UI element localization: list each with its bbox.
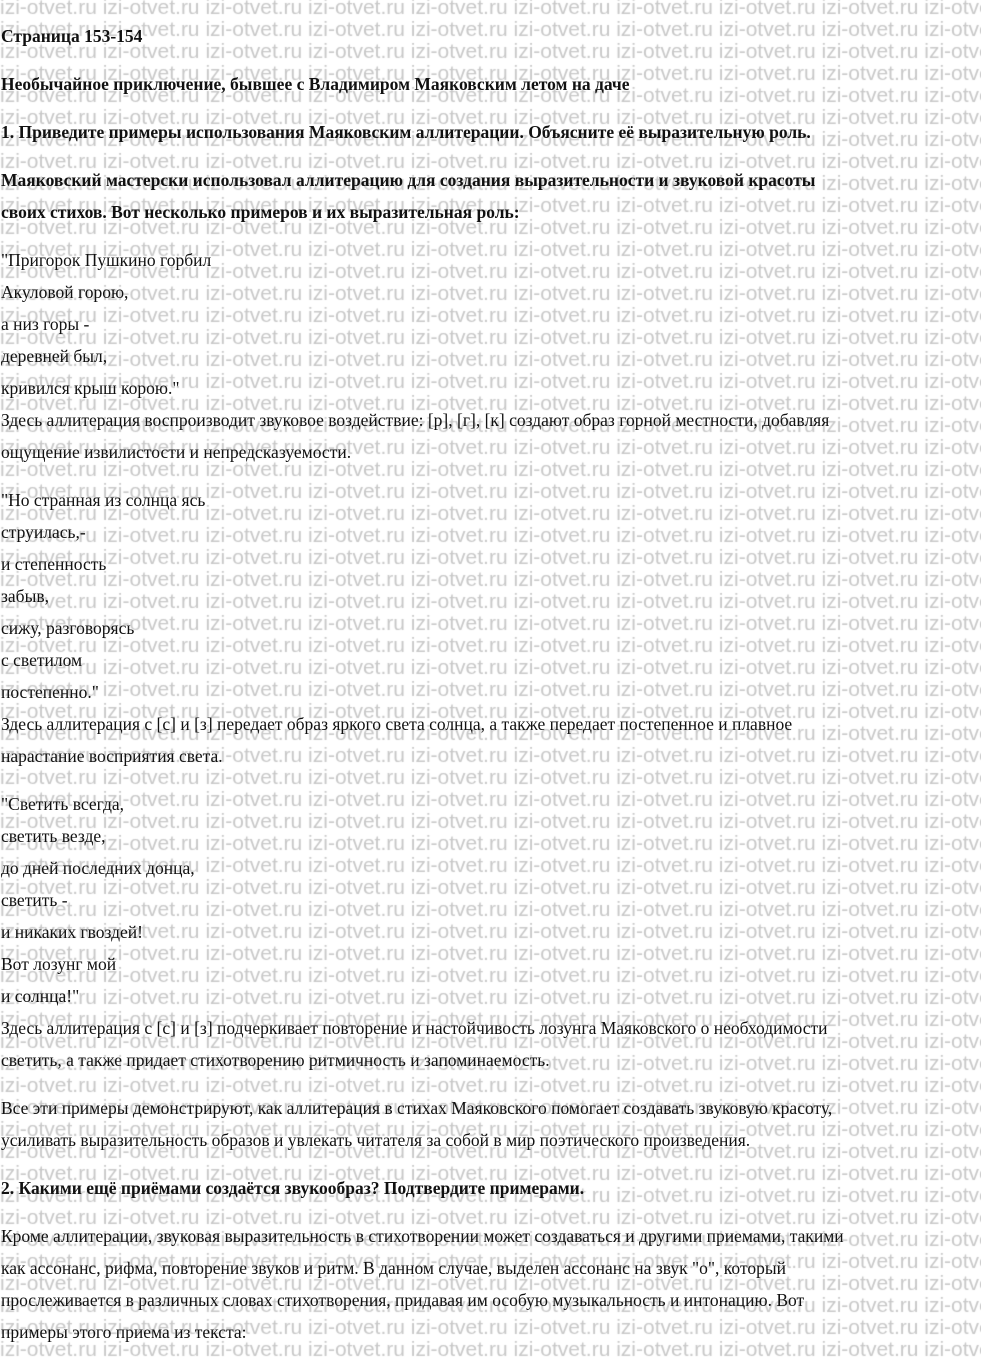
verse-line: Вот лозунг мой xyxy=(1,954,117,974)
example-2-explanation xyxy=(1,708,981,772)
verse-line: с светилом xyxy=(1,650,83,670)
verse-line: забыв, xyxy=(1,586,49,606)
answer-2-paragraph xyxy=(1,1220,981,1348)
verse-line: постепенно." xyxy=(1,682,99,702)
text-line: Все эти примеры демонстрируют, как аллитерация в стихах Маяковского помогает создавать звуковую красоту, xyxy=(1,1098,833,1118)
conclusion-paragraph xyxy=(1,1092,981,1156)
text-line: примеры этого приема из текста: xyxy=(1,1322,247,1342)
work-title: Необычайное приключение, бывшее с Владимиром Маяковским летом на даче xyxy=(1,74,630,94)
verse-line: "Но странная из солнца ясь xyxy=(1,490,206,510)
text-line: Здесь аллитерация с [с] и [з] подчеркивает повторение и настойчивость лозунга Маяковского о необходимости xyxy=(1,1018,828,1038)
text-line: Здесь аллитерация воспроизводит звуковое воздействие: [р], [г], [к] создают образ горной местности, добавляя xyxy=(1,410,830,430)
text-line: своих стихов. Вот несколько примеров и их выразительная роль: xyxy=(1,202,520,222)
page-title: Страница 153-154 xyxy=(1,26,143,46)
verse-line: Акуловой горою, xyxy=(1,282,129,302)
text-line: прослеживается в различных словах стихотворения, придавая им особую музыкальность и интонацию. Вот xyxy=(1,1290,805,1310)
verse-line: и солнца!" xyxy=(1,986,80,1006)
verse-line: светить везде, xyxy=(1,826,106,846)
verse-line: до дней последних донца, xyxy=(1,858,195,878)
text-line: Маяковский мастерски использовал аллитерацию для создания выразительности и звуковой красоты xyxy=(1,170,816,190)
verse-line: кривился крыш корою." xyxy=(1,378,180,398)
intro-paragraph xyxy=(1,164,981,228)
question-1: 1. Приведите примеры использования Маяковским аллитерации. Объясните её выразительную роль. xyxy=(1,122,811,142)
text-line: Кроме аллитерации, звуковая выразительность в стихотворении может создаваться и другими приемами, такими xyxy=(1,1226,844,1246)
verse-line: струилась,- xyxy=(1,522,86,542)
verse-line: а низ горы - xyxy=(1,314,90,334)
text-line: усиливать выразительность образов и увлекать читателя за собой в мир поэтического произведения. xyxy=(1,1130,751,1150)
example-1-verse xyxy=(1,244,981,404)
question-2: 2. Какими ещё приёмами создаётся звукообраз? Подтвердите примерами. xyxy=(1,1178,585,1198)
verse-line: и степенность xyxy=(1,554,107,574)
example-2-verse xyxy=(1,484,981,708)
verse-line: деревней был, xyxy=(1,346,108,366)
text-line: светить, а также придает стихотворению ритмичность и запоминаемость. xyxy=(1,1050,550,1070)
example-3-explanation xyxy=(1,1012,981,1076)
text-line: ощущение извилистости и непредсказуемости. xyxy=(1,442,352,462)
verse-line: "Пригорок Пушкино горбил xyxy=(1,250,212,270)
document xyxy=(1,20,981,1348)
text-line: нарастание восприятия света. xyxy=(1,746,223,766)
verse-line: сижу, разговорясь xyxy=(1,618,135,638)
verse-line: и никаких гвоздей! xyxy=(1,922,143,942)
example-3-verse xyxy=(1,788,981,1012)
verse-line: светить - xyxy=(1,890,68,910)
text-line: как ассонанс, рифма, повторение звуков и ритм. В данном случае, выделен ассонанс на звук "о", который xyxy=(1,1258,786,1278)
verse-line: "Светить всегда, xyxy=(1,794,125,814)
text-line: Здесь аллитерация с [с] и [з] передает образ яркого света солнца, а также передает постепенное и плавное xyxy=(1,714,793,734)
example-1-explanation xyxy=(1,404,981,468)
